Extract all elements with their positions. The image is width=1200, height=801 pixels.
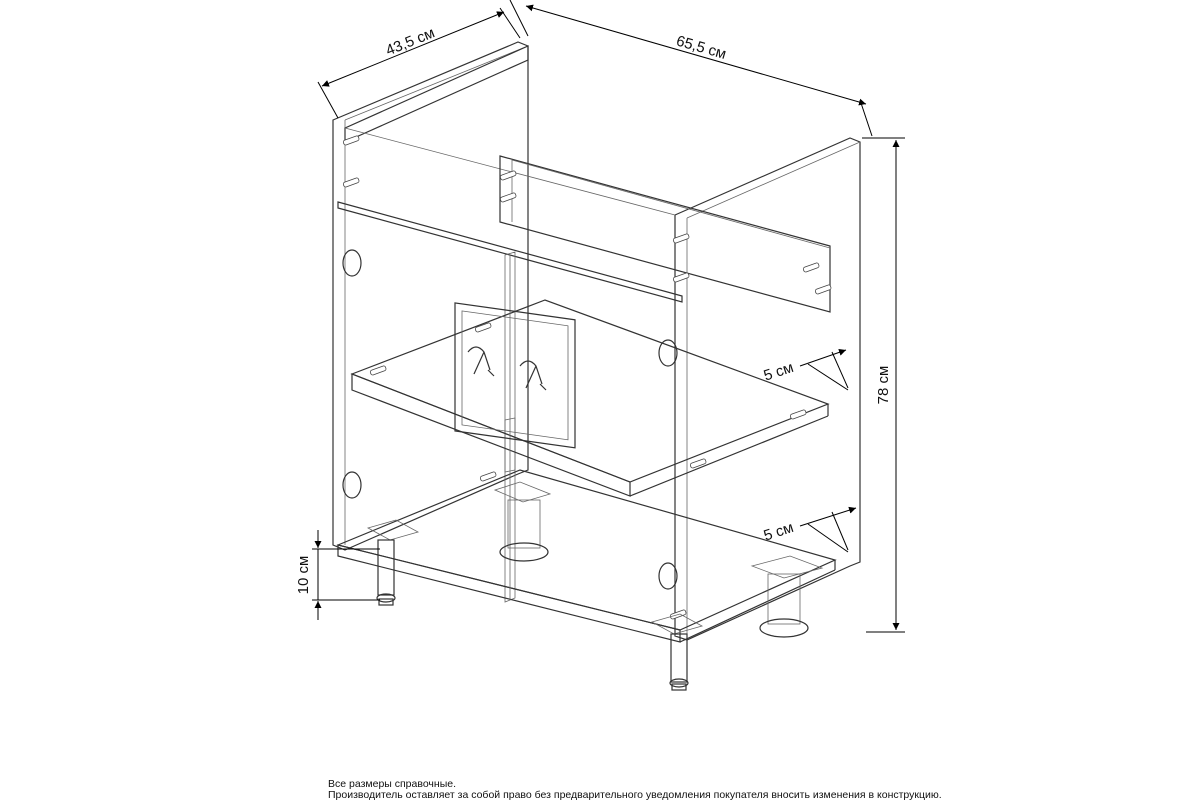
height-label: 78 см (875, 365, 892, 405)
note-disclaimer: Производитель оставляет за собой право без предварительного уведомления покупателя вносить изменения в конструкцию. (328, 789, 942, 801)
bottom-inset-label: 5 см (761, 518, 796, 545)
left-side-panel (333, 42, 528, 550)
shelf-inset-label: 5 см (761, 358, 796, 385)
dimension-leg-height (295, 530, 380, 620)
dimension-width (510, 0, 872, 136)
dowels (343, 135, 832, 619)
top-back-rail (345, 46, 528, 142)
leg-rear-right (752, 556, 822, 637)
note-reference: Все размеры справочные. (328, 778, 457, 790)
dimension-height (862, 138, 905, 632)
shelf (352, 300, 828, 482)
width-label: 65,5 см (674, 32, 729, 63)
leg-rear-left (495, 482, 550, 561)
dimension-bottom-inset (762, 508, 856, 552)
leg-height-label: 10 см (295, 555, 312, 595)
right-side-panel (675, 138, 860, 640)
depth-label: 43,5 см (383, 24, 438, 60)
legs (368, 482, 822, 690)
cabinet-body (333, 42, 860, 642)
